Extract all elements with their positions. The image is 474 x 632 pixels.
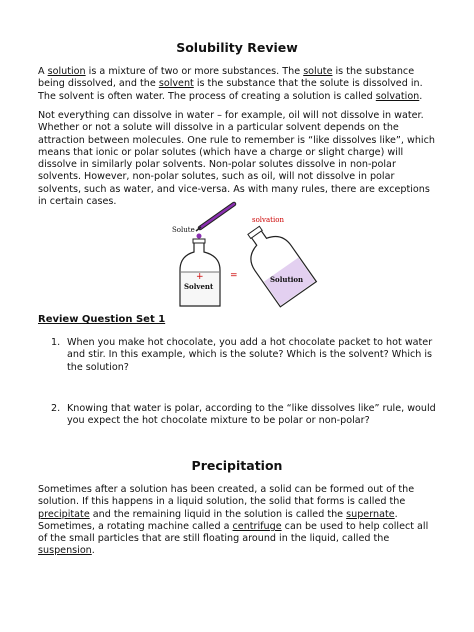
text-run: A xyxy=(38,66,48,77)
text-run: Sometimes after a solution has been created, a solid can be formed out of the solution. If this happens in a liquid solution, the solid that forms is called the xyxy=(38,484,415,508)
term-supernate: supernate xyxy=(346,508,395,520)
solvation-diagram xyxy=(160,198,320,310)
solution-label: Solution xyxy=(270,275,304,284)
question-1 xyxy=(38,337,440,377)
page-title: Solubility Review xyxy=(176,40,298,55)
text-run: is the substance being dissolved, and the xyxy=(38,66,415,90)
plus-sign: + xyxy=(196,272,204,282)
question-text: Knowing that water is polar, according to the “like dissolves like” rule, would you expect the hot chocolate mixture to be polar or non-polar? xyxy=(67,403,436,427)
solute-label: Solute xyxy=(172,226,195,234)
question-number: 2. xyxy=(51,403,61,414)
text-run: is a mixture of two or more substances. The xyxy=(85,66,304,77)
term-centrifuge: centrifuge xyxy=(232,520,282,532)
term-precipitate: precipitate xyxy=(38,508,90,520)
text-run: . Sometimes, a rotating machine called a xyxy=(38,508,398,532)
dissolve-paragraph: Not everything can dissolve in water – for example, oil will not dissolve in water. Whether or not a solute will dissolve in a particular solvent depends on the attraction between molecules. One rule to remember is “like dissolves like”, which means that ionic or polar solutes (which have a charge or slight charge) will dissolve in similarly polar solvents. Non-polar solutes dissolve in non-polar solvents. However, non-polar solutes, such as oil, will not dissolve in polar solvents, such as water, and vice-versa. As with many rules, there are exceptions in certain cases. xyxy=(38,110,435,208)
text-run: is the substance that the solute is dissolved in. The solvent is often water. The process of creating a solution is called xyxy=(38,78,423,102)
term-suspension: suspension xyxy=(38,545,92,557)
precipitation-heading: Precipitation xyxy=(191,458,283,473)
text-run: . xyxy=(419,90,423,102)
term-solute: solute xyxy=(303,66,333,77)
question-2 xyxy=(38,403,440,431)
review-heading: Review Question Set 1 xyxy=(38,314,166,325)
term-solvation: solvation xyxy=(375,90,420,102)
dropper-icon xyxy=(196,204,234,231)
intro-paragraph xyxy=(38,66,440,103)
question-text: When you make hot chocolate, you add a hot chocolate packet to hot water and stir. In this example, which is the solute? Which is the solvent? Which is the solution? xyxy=(67,337,433,373)
term-solution: solution xyxy=(47,66,86,77)
text-run: . xyxy=(91,545,95,557)
solvation-label: solvation xyxy=(252,216,284,224)
solvent-label: Solvent xyxy=(184,282,214,291)
text-run: can be used to help collect all of the small particles that are still floating around in the liquid, called the xyxy=(38,520,429,545)
question-number: 1. xyxy=(51,337,61,348)
term-solvent: solvent xyxy=(158,78,194,90)
text-run: and the remaining liquid in the solution is called the xyxy=(89,508,347,520)
precipitation-paragraph xyxy=(38,484,440,558)
solute-drop xyxy=(197,234,202,239)
equals-sign: = xyxy=(230,271,238,281)
solution-flask xyxy=(236,218,317,307)
